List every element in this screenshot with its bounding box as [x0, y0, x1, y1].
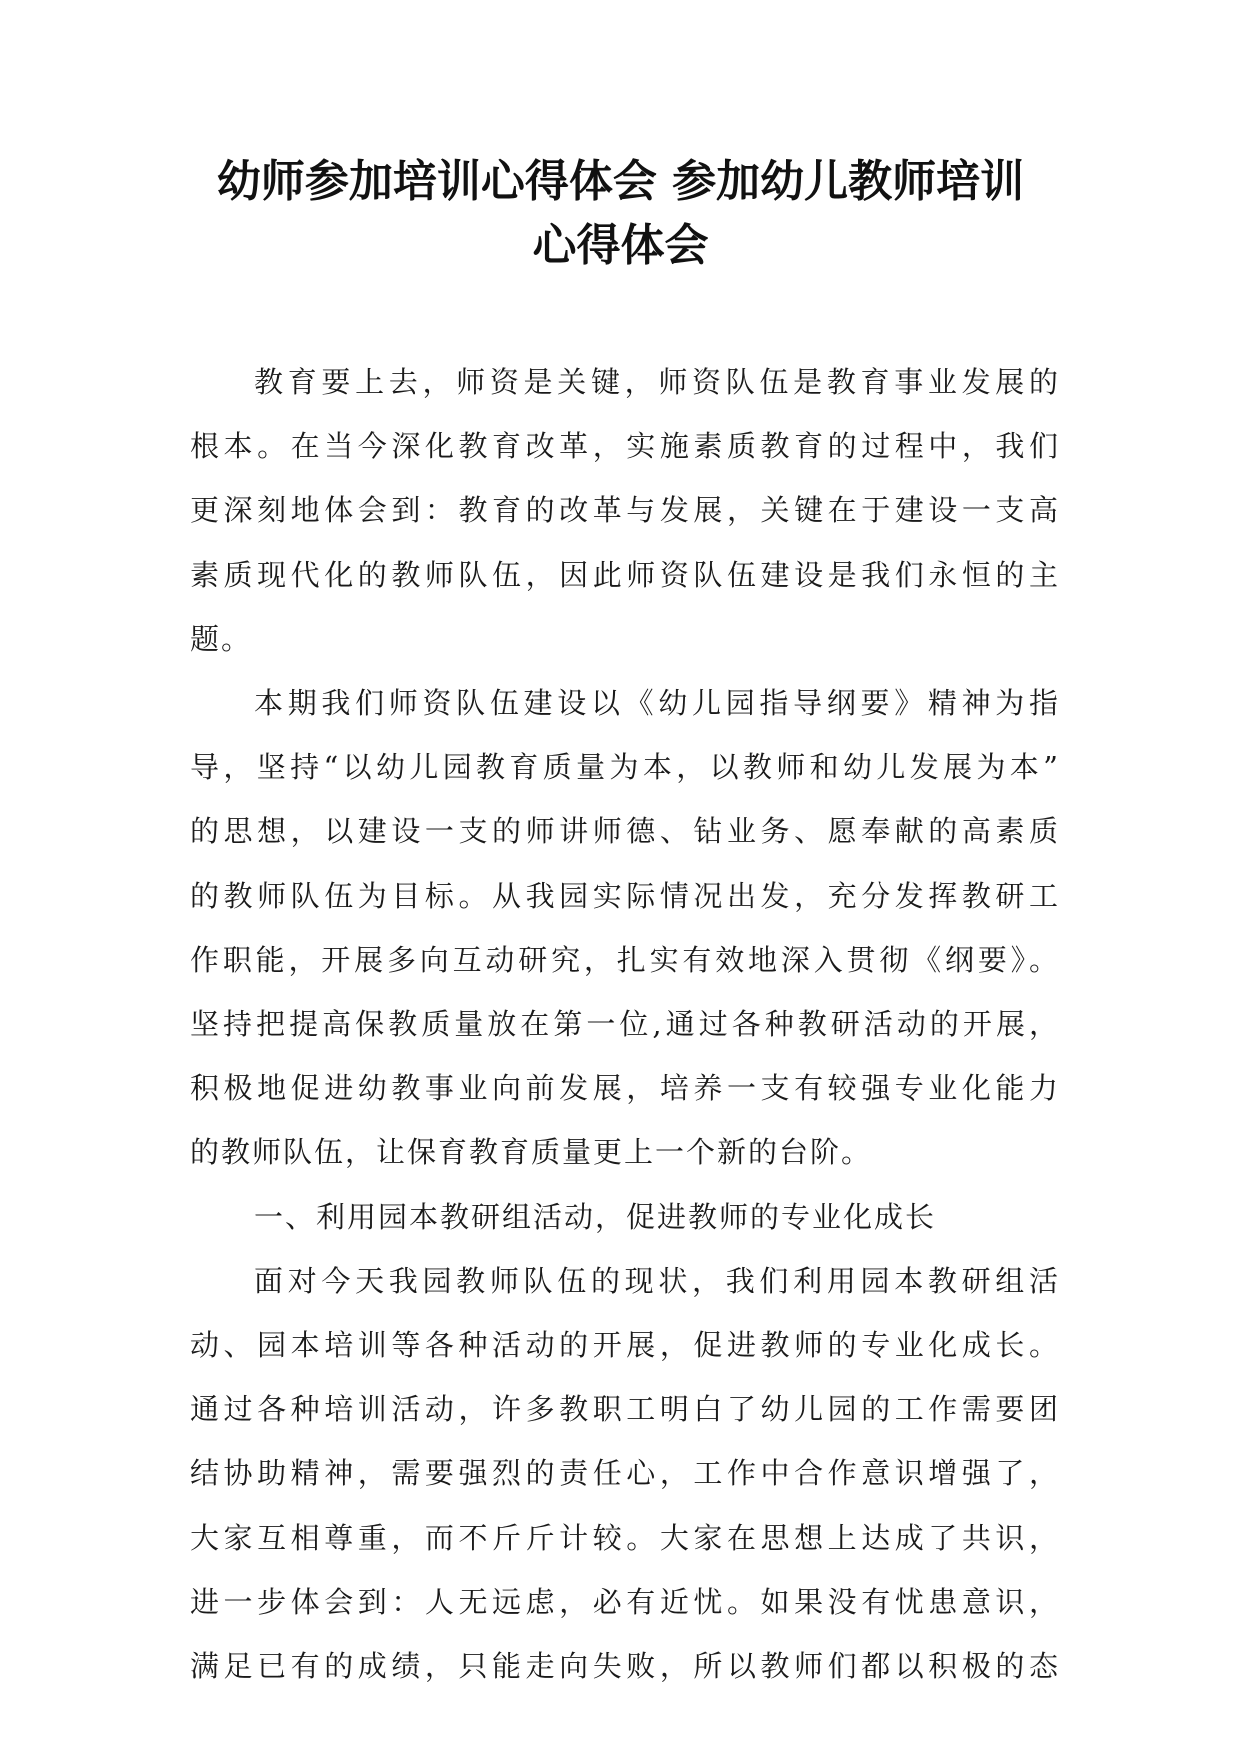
section-heading-text: 一、利用园本教研组活动，促进教师的专业化成长: [254, 1199, 937, 1234]
paragraph-line: 素质现代化的教师队伍，因此师资队伍建设是我们永恒的主: [190, 557, 1060, 592]
paragraph-line: 教育要上去，师资是关键，师资队伍是教育事业发展的: [254, 365, 1060, 399]
paragraph-line: 结协助精神，需要强烈的责任心，工作中合作意识增强了，: [190, 1456, 1060, 1491]
paragraph-line: 坚持把提高保教质量放在第一位,通过各种教研活动的开展，: [190, 1007, 1060, 1042]
paragraph-line: 通过各种培训活动，许多教职工明白了幼儿园的工作需要团: [190, 1392, 1060, 1427]
paragraph-line: 本期我们师资队伍建设以《幼儿园指导纲要》精神为指: [254, 686, 1060, 721]
title-line-2: 心得体会: [532, 220, 709, 271]
paragraph-2: [190, 671, 1060, 1185]
document-title: [150, 150, 1091, 278]
paragraph-line: 题。: [190, 621, 253, 656]
paragraph-line: 导，坚持“以幼儿园教育质量为本，以教师和幼儿发展为本”: [190, 750, 1060, 785]
section-heading-1: [190, 1185, 1060, 1249]
title-line-1: 幼师参加培训心得体会 参加幼儿教师培训: [216, 156, 1025, 207]
paragraph-line: 满足已有的成绩，只能走向失败，所以教师们都以积极的态: [190, 1649, 1060, 1684]
paragraph-line: 大家互相尊重，而不斤斤计较。大家在思想上达成了共识，: [190, 1520, 1060, 1555]
paragraph-line: 的思想，以建设一支的师讲师德、钻业务、愿奉献的高素质: [190, 814, 1060, 849]
paragraph-line: 作职能，开展多向互动研究，扎实有效地深入贯彻《纲要》。: [190, 942, 1060, 977]
paragraph-1: [190, 350, 1060, 671]
paragraph-line: 进一步体会到：人无远虑，必有近忧。如果没有忧患意识，: [190, 1584, 1060, 1619]
paragraph-line: 面对今天我园教师队伍的现状，我们利用园本教研组活: [254, 1263, 1060, 1298]
paragraph-line: 的教师队伍为目标。从我园实际情况出发，充分发挥教研工: [190, 878, 1060, 913]
paragraph-line: 根本。在当今深化教育改革，实施素质教育的过程中，我们: [190, 429, 1060, 464]
paragraph-line: 动、园本培训等各种活动的开展，促进教师的专业化成长。: [190, 1328, 1060, 1363]
document-body: [190, 350, 1060, 1698]
paragraph-line: 积极地促进幼教事业向前发展，培养一支有较强专业化能力: [190, 1071, 1060, 1106]
paragraph-line: 的教师队伍，让保育教育质量更上一个新的台阶。: [190, 1135, 873, 1170]
paragraph-3: [190, 1249, 1060, 1698]
paragraph-line: 更深刻地体会到：教育的改革与发展，关键在于建设一支高: [190, 493, 1060, 528]
